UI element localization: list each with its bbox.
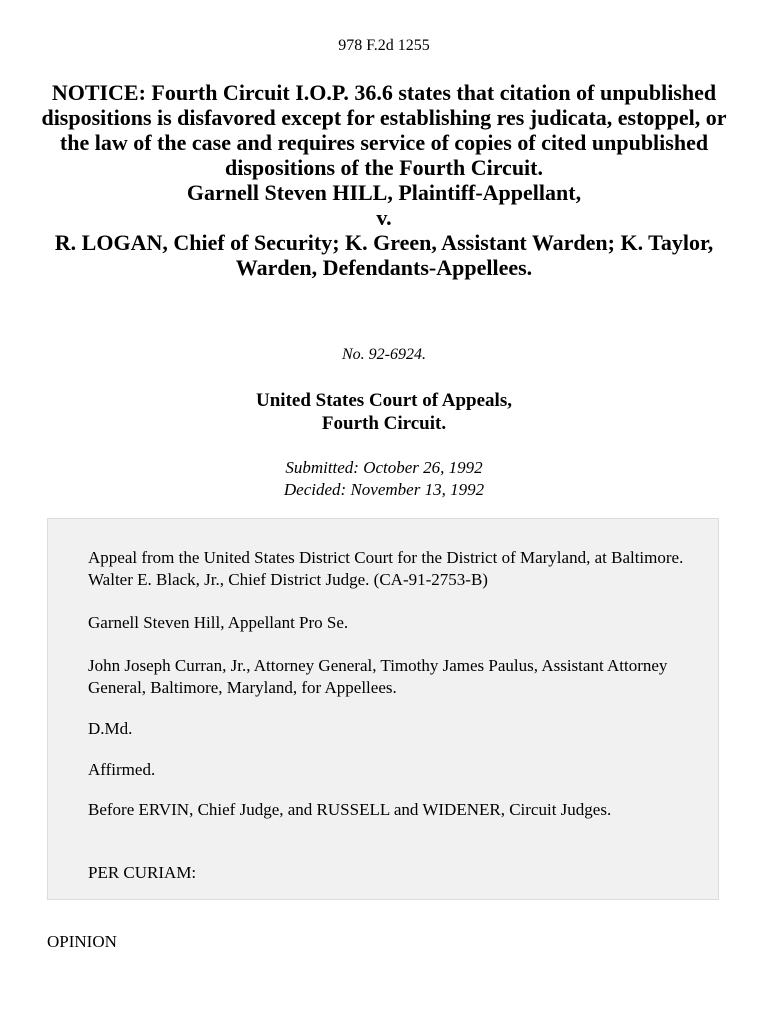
court-name-line-2: Fourth Circuit.: [321, 413, 447, 434]
case-citation: 978 F.2d 1255: [338, 37, 430, 54]
district-abbrev: D.Md.: [88, 719, 133, 738]
appellees-counsel: John Joseph Curran, Jr., Attorney General, Timothy James Paulus, Assistant Attorney General, Baltimore, Maryland, for Appellees.: [88, 656, 668, 697]
judges-panel: Before ERVIN, Chief Judge, and RUSSELL and WIDENER, Circuit Judges.: [88, 800, 612, 819]
case-dates: [0, 457, 768, 501]
plaintiff-line: Garnell Steven HILL, Plaintiff-Appellant,: [186, 180, 582, 205]
unpublished-notice: NOTICE: Fourth Circuit I.O.P. 36.6 states that citation of unpublished dispositions is disfavored except for establishing res judicata, estoppel, or the law of the case and requires service of copies of cited unpublished dispositions of the Fourth Circuit.: [41, 80, 727, 180]
versus-line: v.: [376, 205, 392, 230]
court-name-line-1: United States Court of Appeals,: [256, 390, 512, 411]
case-title: [40, 80, 728, 280]
case-info-box: [47, 518, 719, 900]
opinion-heading: OPINION: [47, 932, 117, 951]
appellant-counsel: Garnell Steven Hill, Appellant Pro Se.: [88, 613, 349, 632]
disposition: Affirmed.: [88, 760, 156, 779]
per-curiam: PER CURIAM:: [88, 863, 197, 882]
court-name: [0, 389, 768, 435]
docket-number: No. 92-6924.: [342, 346, 426, 363]
decided-date: Decided: November 13, 1992: [283, 480, 485, 499]
defendants-line: R. LOGAN, Chief of Security; K. Green, Assistant Warden; K. Taylor, Warden, Defendants-Appellees.: [54, 230, 714, 280]
submitted-date: Submitted: October 26, 1992: [285, 458, 483, 477]
appeal-origin: Appeal from the United States District Court for the District of Maryland, at Baltimore. Walter E. Black, Jr., Chief District Judge. (CA-91-2753-B): [88, 548, 684, 589]
